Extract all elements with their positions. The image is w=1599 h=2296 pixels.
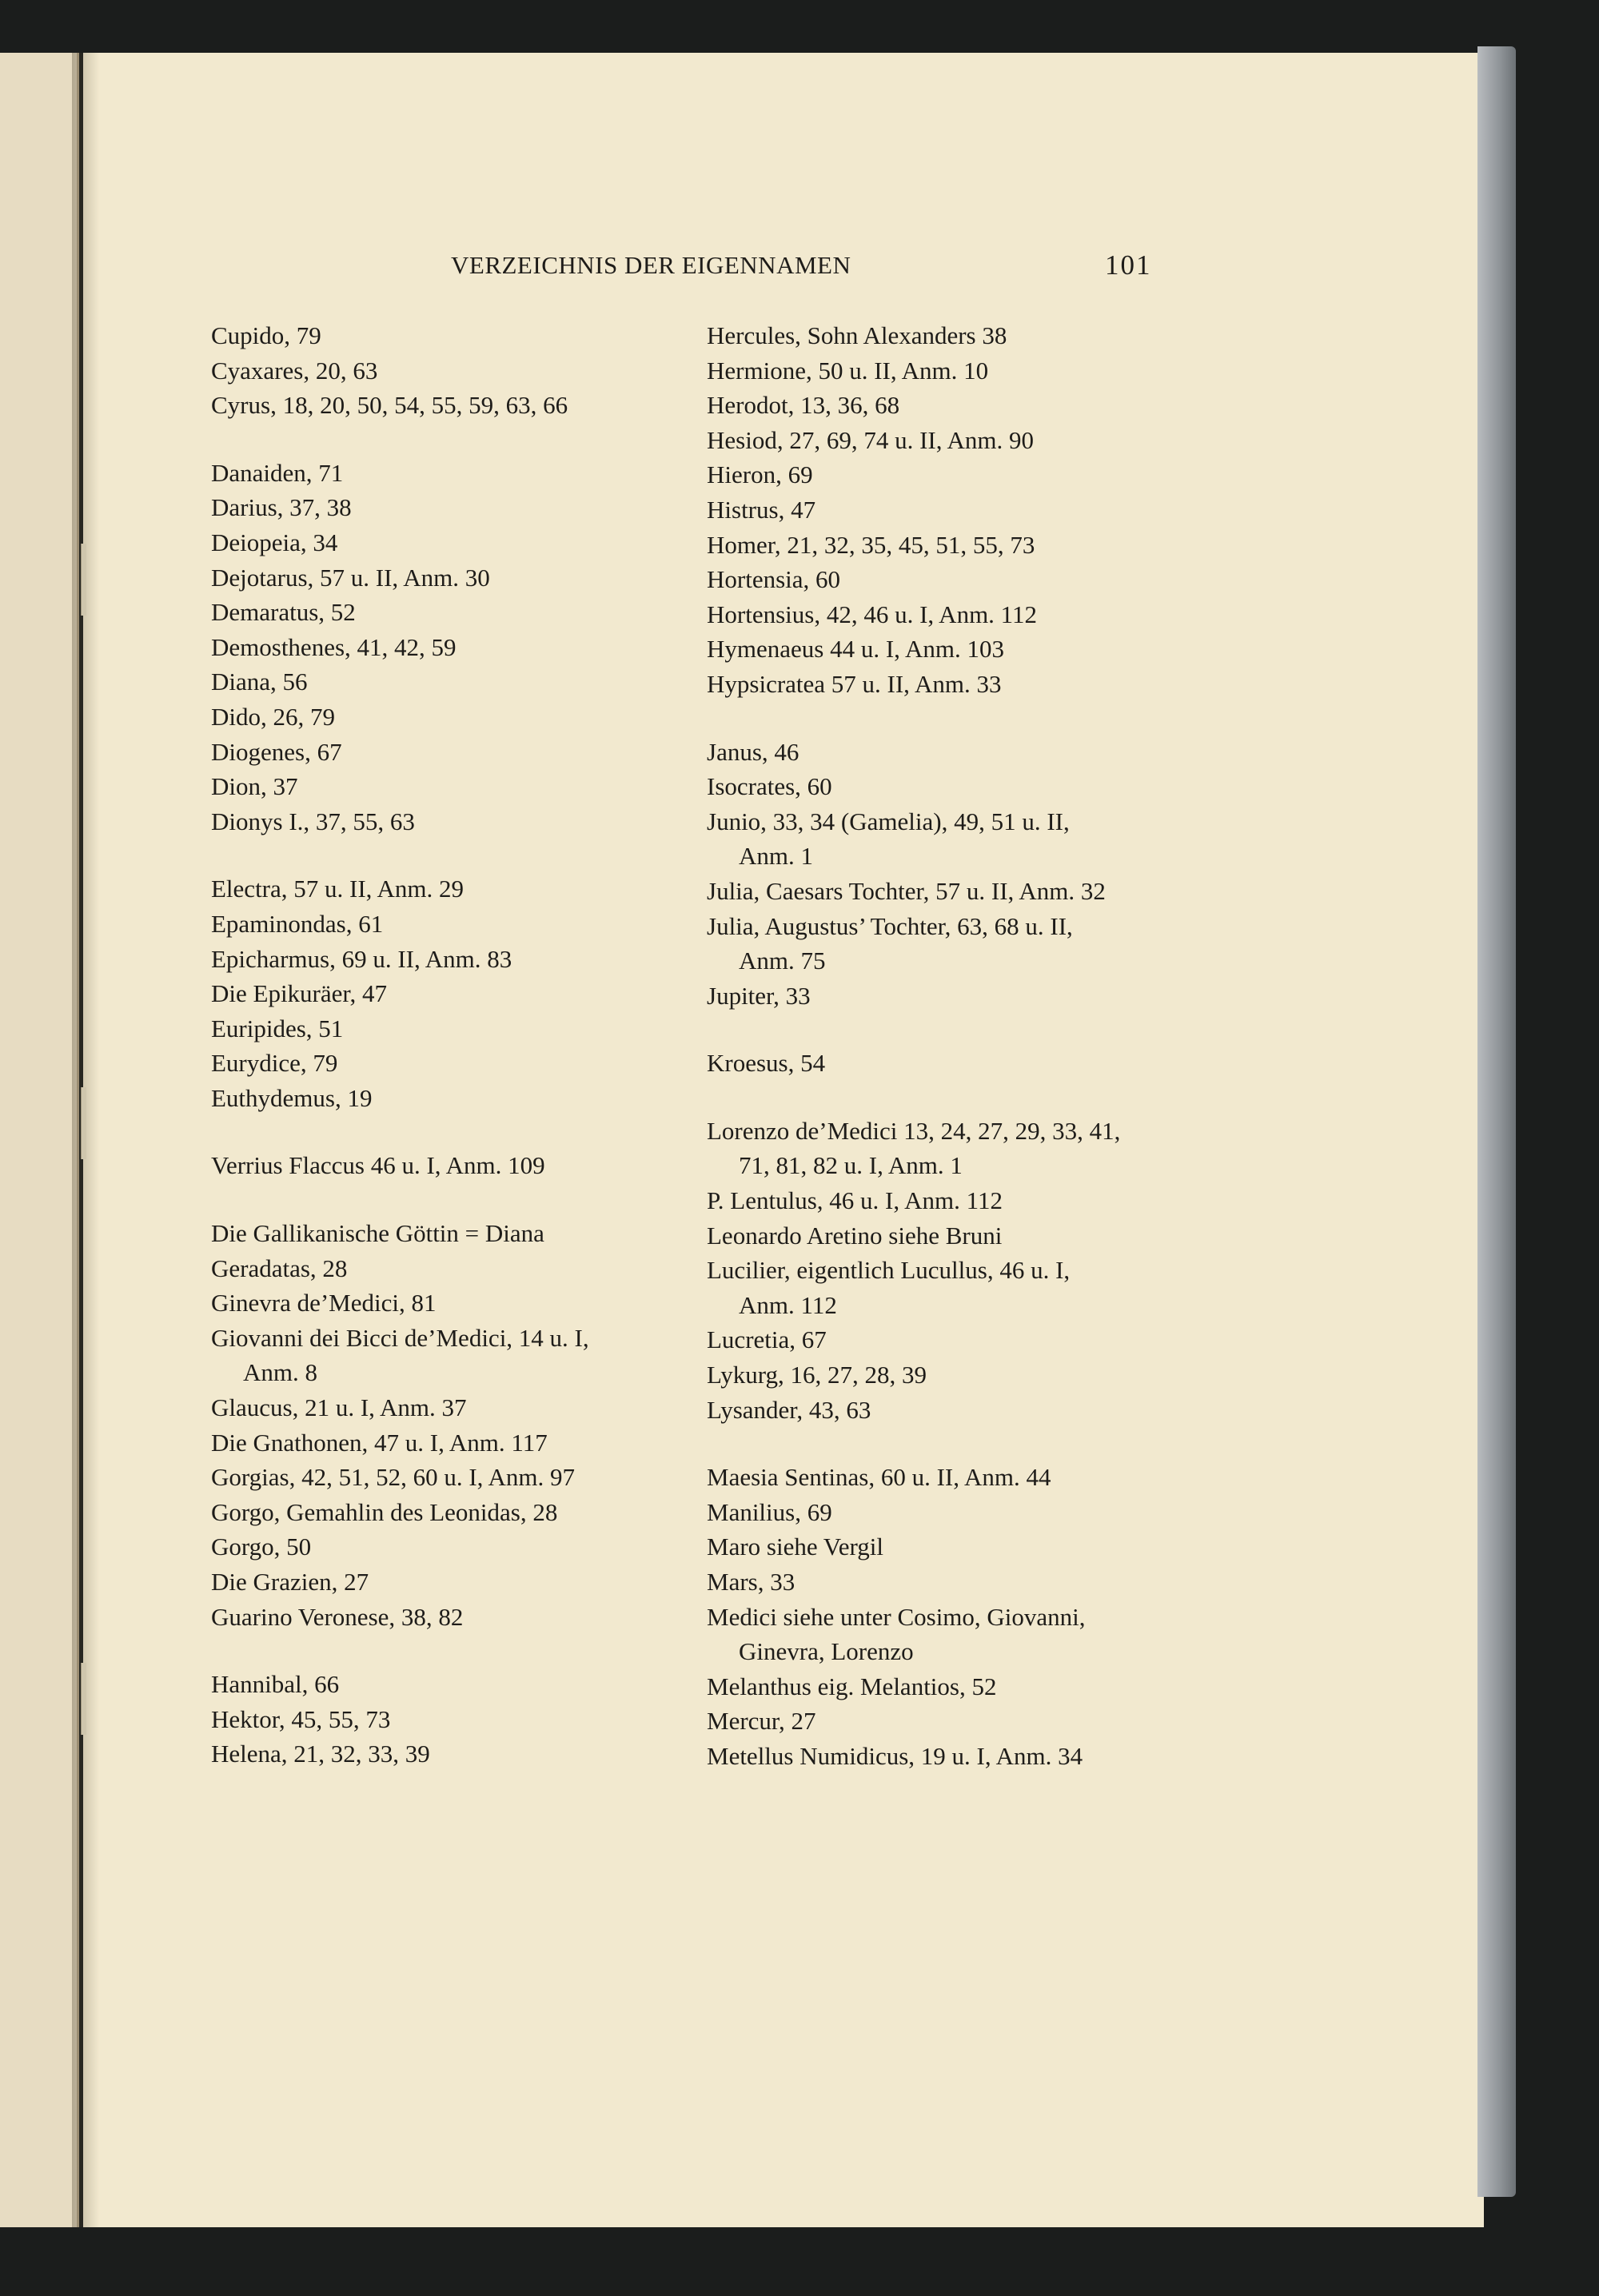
index-entry: Danaiden, 71 [211, 458, 344, 487]
index-entry: Giovanni dei Bicci de’Medici, 14 u. I, [211, 1323, 589, 1352]
index-entry: Gorgo, 50 [211, 1533, 312, 1561]
binding-stitch [81, 1663, 86, 1735]
index-entry: Hortensia, 60 [707, 565, 841, 594]
index-entry: Janus, 46 [707, 737, 800, 766]
index-entry-continuation: 71, 81, 82 u. I, Anm. 1 [739, 1151, 963, 1180]
letter-group [211, 318, 771, 423]
binding-stitch [81, 1087, 86, 1159]
index-entry: Manilius, 69 [707, 1497, 832, 1526]
letter-group [211, 871, 771, 1115]
index-entry: Dido, 26, 79 [211, 702, 335, 731]
index-entry: Hannibal, 66 [211, 1670, 340, 1699]
index-entry: Kroesus, 54 [707, 1049, 826, 1078]
index-entry: Hortensius, 42, 46 u. I, Anm. 112 [707, 600, 1038, 628]
left-page-edge [0, 53, 79, 2227]
index-entry: Jupiter, 33 [707, 981, 811, 1010]
index-entry: Homer, 21, 32, 35, 45, 51, 55, 73 [707, 530, 1035, 559]
index-entry: Cyaxares, 20, 63 [211, 356, 378, 385]
index-entry: Helena, 21, 32, 33, 39 [211, 1740, 430, 1768]
index-entry: Verrius Flaccus 46 u. I, Anm. 109 [211, 1151, 545, 1180]
index-entry: Eurydice, 79 [211, 1049, 338, 1078]
index-entry: Maesia Sentinas, 60 u. II, Anm. 44 [707, 1463, 1051, 1492]
index-entry: Medici siehe unter Cosimo, Giovanni, [707, 1602, 1086, 1631]
index-entry: Die Gnathonen, 47 u. I, Anm. 117 [211, 1428, 548, 1457]
index-entry: Hieron, 69 [707, 460, 813, 489]
index-entry: Lorenzo de’Medici 13, 24, 27, 29, 33, 41, [707, 1116, 1121, 1145]
index-entry: Demosthenes, 41, 42, 59 [211, 632, 457, 661]
index-entry: Isocrates, 60 [707, 772, 832, 801]
index-entry: Epaminondas, 61 [211, 909, 384, 938]
index-entry: Mercur, 27 [707, 1707, 816, 1736]
header-title: VERZEICHNIS DER EIGENNAMEN [451, 251, 851, 279]
index-entry: Euripides, 51 [211, 1014, 344, 1042]
index-entry: Julia, Augustus’ Tochter, 63, 68 u. II, [707, 911, 1073, 940]
index-entry: Guarino Veronese, 38, 82 [211, 1602, 464, 1631]
index-entry: Lucilier, eigentlich Lucullus, 46 u. I, [707, 1256, 1071, 1285]
index-entry-continuation: Anm. 112 [739, 1290, 837, 1319]
index-entry: Diogenes, 67 [211, 737, 342, 766]
index-entry: Melanthus eig. Melantios, 52 [707, 1672, 997, 1700]
index-entry: Glaucus, 21 u. I, Anm. 37 [211, 1393, 467, 1422]
index-entry: Metellus Numidicus, 19 u. I, Anm. 34 [707, 1741, 1083, 1770]
index-entry: Dion, 37 [211, 772, 298, 801]
index-entry: Cupido, 79 [211, 321, 321, 349]
index-entry: Cyrus, 18, 20, 50, 54, 55, 59, 63, 66 [211, 391, 568, 420]
index-entry: Histrus, 47 [707, 495, 816, 524]
letter-group [211, 1216, 771, 1634]
index-entry: Die Epikuräer, 47 [211, 979, 387, 1008]
index-entry: Gorgo, Gemahlin des Leonidas, 28 [211, 1497, 558, 1526]
page-number: 101 [1105, 249, 1152, 281]
index-entry: Geradatas, 28 [211, 1254, 348, 1282]
letter-group [211, 1667, 771, 1772]
index-entry: Hesiod, 27, 69, 74 u. II, Anm. 90 [707, 425, 1035, 454]
index-entry: Euthydemus, 19 [211, 1083, 373, 1112]
index-entry: Die Grazien, 27 [211, 1568, 369, 1596]
page [83, 53, 1484, 2227]
index-entry: Demaratus, 52 [211, 598, 356, 627]
index-column-left [211, 318, 771, 1804]
index-entry: Hektor, 45, 55, 73 [211, 1704, 391, 1733]
letter-group [211, 1148, 771, 1183]
binding-stitch [81, 544, 86, 616]
index-entry: Maro siehe Vergil [707, 1533, 883, 1561]
index-entry: Electra, 57 u. II, Anm. 29 [211, 875, 464, 903]
index-entry: Lykurg, 16, 27, 28, 39 [707, 1361, 927, 1389]
running-header [83, 251, 1484, 286]
letter-group [707, 318, 1250, 702]
index-entry-continuation: Anm. 1 [739, 842, 813, 871]
index-entry: Hermione, 50 u. II, Anm. 10 [707, 356, 989, 385]
index-entry: Hercules, Sohn Alexanders 38 [707, 321, 1007, 349]
letter-group [707, 1460, 1250, 1773]
index-entry: Hymenaeus 44 u. I, Anm. 103 [707, 635, 1004, 664]
index-entry: Die Gallikanische Göttin = Diana [211, 1219, 544, 1248]
index-entry: Junio, 33, 34 (Gamelia), 49, 51 u. II, [707, 807, 1070, 835]
index-entry: Epicharmus, 69 u. II, Anm. 83 [211, 944, 512, 973]
index-entry-continuation: Anm. 8 [243, 1358, 317, 1387]
index-entry: Darius, 37, 38 [211, 493, 352, 522]
index-entry: Deiopeia, 34 [211, 528, 338, 556]
index-column-right [707, 318, 1250, 1807]
index-entry: Diana, 56 [211, 668, 308, 696]
letter-group [707, 1114, 1250, 1427]
index-entry: Dionys I., 37, 55, 63 [211, 807, 415, 835]
letter-group [707, 735, 1250, 1014]
index-entry-continuation: Ginevra, Lorenzo [739, 1637, 914, 1666]
cover-edge [1477, 46, 1516, 2197]
index-entry: Dejotarus, 57 u. II, Anm. 30 [211, 563, 490, 592]
letter-group [707, 1046, 1250, 1081]
index-entry: Mars, 33 [707, 1568, 796, 1596]
index-entry: P. Lentulus, 46 u. I, Anm. 112 [707, 1186, 1003, 1215]
index-entry: Lysander, 43, 63 [707, 1395, 871, 1424]
index-entry: Lucretia, 67 [707, 1325, 827, 1354]
index-entry-continuation: Anm. 75 [739, 947, 826, 975]
index-entry: Julia, Caesars Tochter, 57 u. II, Anm. 32 [707, 876, 1106, 905]
index-entry: Leonardo Aretino siehe Bruni [707, 1221, 1003, 1250]
index-entry: Hypsicratea 57 u. II, Anm. 33 [707, 669, 1002, 698]
index-entry: Herodot, 13, 36, 68 [707, 391, 900, 420]
letter-group [211, 456, 771, 839]
index-entry: Gorgias, 42, 51, 52, 60 u. I, Anm. 97 [211, 1463, 575, 1492]
index-entry: Ginevra de’Medici, 81 [211, 1289, 437, 1317]
